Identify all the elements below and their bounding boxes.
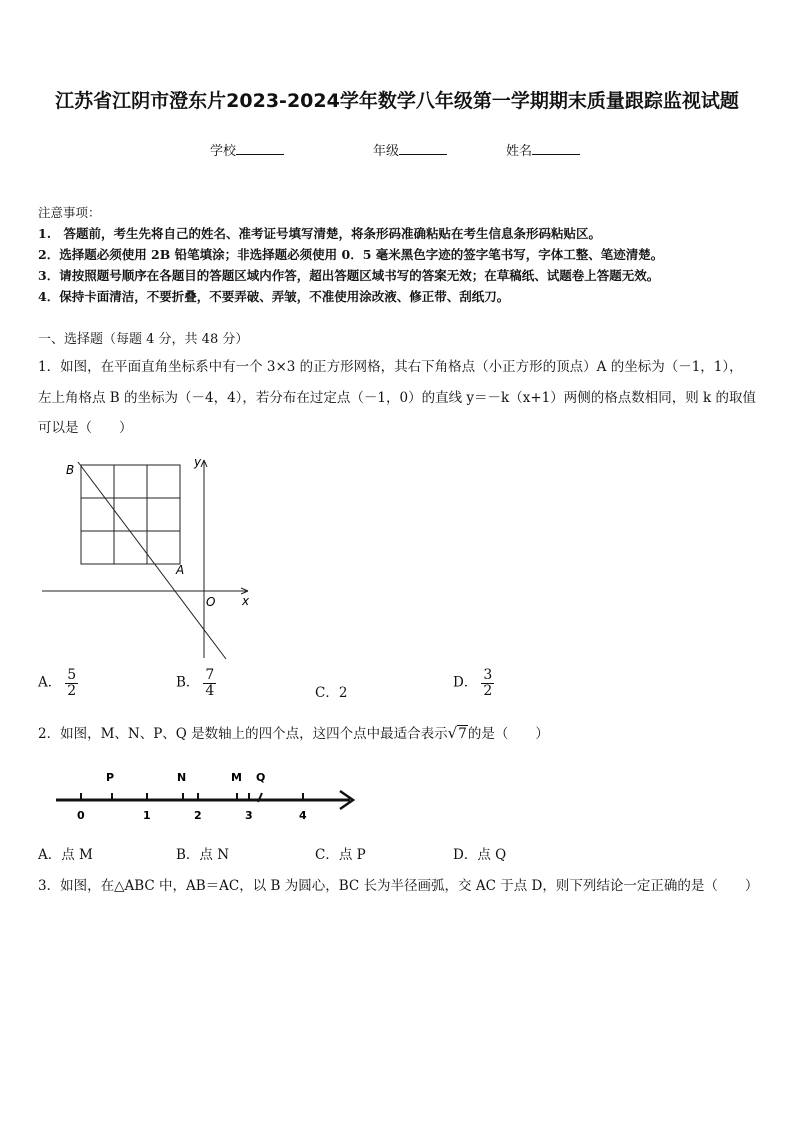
point-m-label: M [231,771,242,784]
q1-option-d[interactable] [453,668,494,698]
note-item: 3．请按照题号顺序在各题目的答题区域内作答，超出答题区域书写的答案无效；在草稿纸、试题卷上答题无效。 [38,268,660,283]
q2-option-d[interactable]: D．点 Q [453,847,507,863]
q2-text-pre: 2．如图，M、N、P、Q 是数轴上的四个点，这四个点中最适合表示 [38,726,448,742]
page-title: 江苏省江阴市澄东片2023-2024学年数学八年级第一学期期末质量跟踪监视试题 [55,90,739,112]
q1-figure [36,450,266,665]
tick-label: 4 [299,809,307,822]
tick-label: 0 [77,809,85,822]
fraction: $\frac{7}{4}$ [205,667,215,699]
q2-option-b[interactable]: B．点 N [176,847,230,863]
note-item: 2．选择题必须使用 2B 铅笔填涂；非选择题必须使用 0．5 毫米黑色字迹的签字笔书写，字体工整、笔迹清楚。 [38,247,664,262]
point-p-label: P [106,771,115,784]
point-a-label: A [176,563,185,577]
q3-text: 3．如图，在△ABC 中，AB＝AC，以 B 为圆心，BC 长为半径画弧，交 AC 于点 D，则下列结论一定正确的是（ ） [38,878,759,894]
q2-option-a[interactable]: A．点 M [38,847,93,863]
q1-line2: 左上角格点 B 的坐标为（－4，4），若分布在过定点（－1，0）的直线 y＝－k（x+1）两侧的格点数相同，则 k 的取值 [38,390,756,406]
q1-line1: 1．如图，在平面直角坐标系中有一个 3×3 的正方形网格，其右下角格点（小正方形的顶点）A 的坐标为（－1，1）， [38,359,743,375]
fraction: $\frac{3}{2}$ [483,667,493,699]
q2-text-post: 的是（ ） [467,726,549,742]
school-field [210,140,284,159]
origin-label: O [206,595,216,609]
option-label: B． [176,674,200,691]
note-item: 4．保持卡面清洁，不要折叠，不要弄破、弄皱，不准使用涂改液、修正带、刮纸刀。 [38,289,510,304]
sqrt-radicand: 7 [458,726,467,742]
section-heading: 一、选择题（每题 4 分，共 48 分） [38,332,249,347]
point-n-label: N [177,771,187,784]
option-label: C．2 [315,685,348,701]
y-axis-label: y [194,455,202,469]
q2-text [38,722,549,742]
tick-label: 1 [143,809,151,822]
point-b-label: B [66,463,75,477]
notes-heading: 注意事项： [38,205,101,220]
tick-label: 3 [245,809,253,822]
q1-line3: 可以是（ ） [38,420,133,436]
grade-label: 年级 [373,144,400,159]
note-item: 1. 答题前，考生先将自己的姓名、准考证号填写清楚，将条形码准确粘贴在考生信息条形码粘贴区。 [38,226,602,241]
x-axis-label: x [242,594,250,608]
name-field [506,140,580,159]
q1-option-b[interactable] [176,668,216,698]
option-label: D． [453,674,478,691]
tick-label: 2 [194,809,202,822]
name-label: 姓名 [506,144,533,159]
grid-frame [81,465,180,564]
sqrt-symbol: √ [447,724,458,742]
option-label: A． [38,674,62,691]
school-label: 学校 [210,144,237,159]
q2-number-line [50,764,360,826]
point-q-label: Q [256,771,266,784]
grade-field [373,140,447,159]
q2-option-c[interactable]: C．点 P [315,847,366,863]
fraction: $\frac{5}{2}$ [67,667,77,699]
q1-option-c[interactable] [315,681,347,701]
q1-option-a[interactable] [38,668,78,698]
